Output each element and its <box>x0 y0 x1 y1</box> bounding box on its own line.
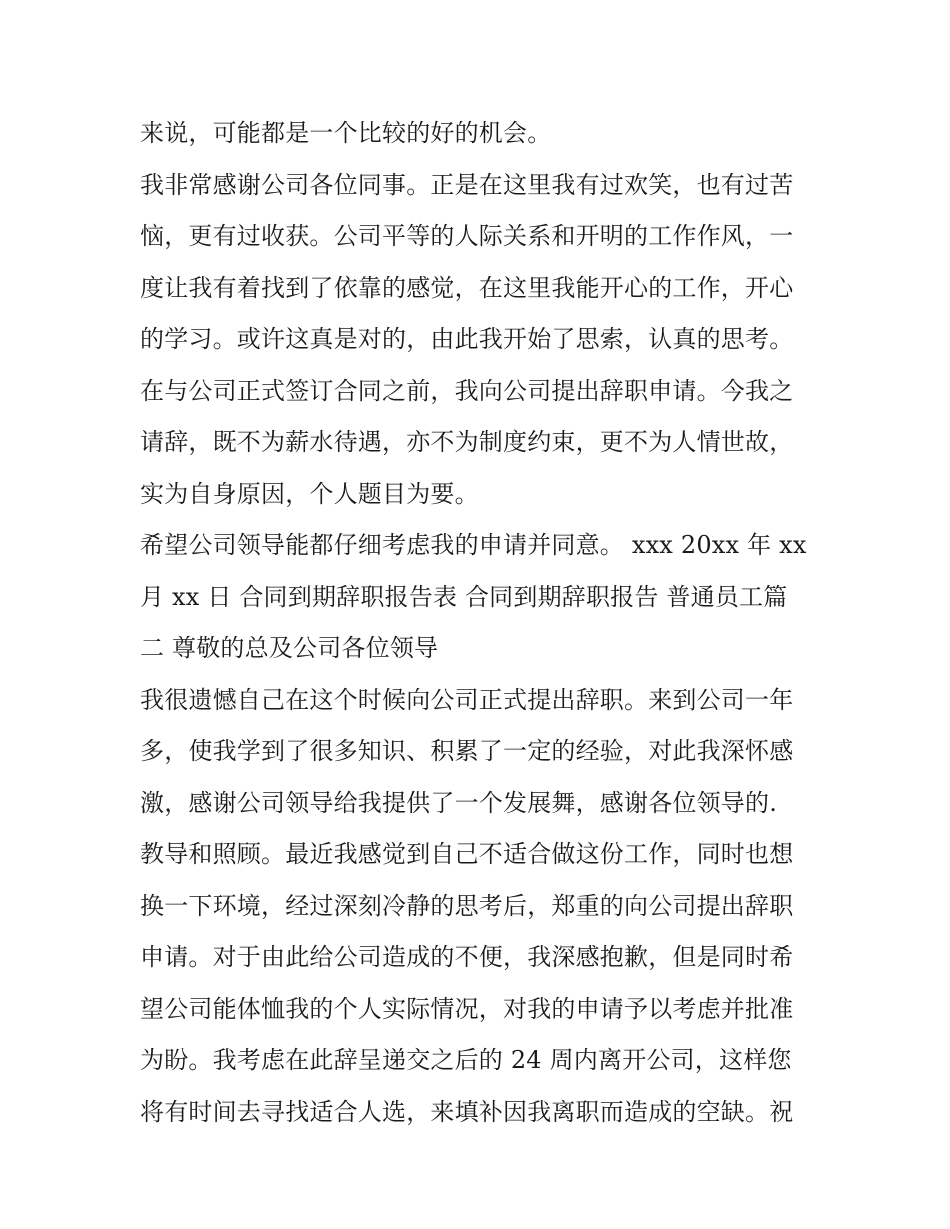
text-line: 的学习。或许这真是对的，由此我开始了思索，认真的思考。 <box>140 325 794 353</box>
document-body <box>140 108 820 1138</box>
text-line: 请辞，既不为薪水待遇，亦不为制度约束，更不为人情世故， <box>140 428 794 456</box>
text-line: 度让我有着找到了依靠的感觉，在这里我能开心的工作，开心 <box>140 273 794 302</box>
text-line: 换一下环境，经过深刻冷静的思考后，郑重的向公司提出辞职 <box>140 891 794 920</box>
text-line: 为盼。我考虑在此辞呈递交之后的 24 周内离开公司，这样您 <box>140 1046 792 1074</box>
text-line: 望公司能体恤我的个人实际情况，对我的申请予以考虑并批准 <box>140 994 794 1023</box>
text-line: 恼，更有过收获。公司平等的人际关系和开明的工作作风，一 <box>140 222 794 250</box>
text-line: 月 xx 日 合同到期辞职报告表 合同到期辞职报告 普通员工篇 <box>140 582 788 611</box>
text-line: 将有时间去寻找适合人选，来填补因我离职而造成的空缺。祝 <box>140 1097 794 1126</box>
text-line: 实为自身原因，个人题目为要。 <box>140 479 479 508</box>
text-line: 我很遗憾自己在这个时候向公司正式提出辞职。来到公司一年 <box>140 685 794 714</box>
text-line: 申请。对于由此给公司造成的不便，我深感抱歉，但是同时希 <box>140 943 794 971</box>
text-line: 希望公司领导能都仔细考虑我的申请并同意。 xxx 20xx 年 xx <box>140 531 807 559</box>
text-line: 我非常感谢公司各位同事。正是在这里我有过欢笑，也有过苦 <box>140 170 794 199</box>
text-line: 教导和照顾。最近我感觉到自己不适合做这份工作，同时也想 <box>140 840 794 868</box>
text-line: 来说，可能都是一个比较的好的机会。 <box>140 119 552 147</box>
text-line: 二 尊敬的总及公司各位领导 <box>140 634 439 662</box>
text-line: 在与公司正式签订合同之前，我向公司提出辞职申请。今我之 <box>140 376 794 405</box>
text-line: 多，使我学到了很多知识、积累了一定的经验，对此我深怀感 <box>140 737 794 765</box>
text-line: 激，感谢公司领导给我提供了一个发展舞，感谢各位领导的. <box>140 788 778 817</box>
